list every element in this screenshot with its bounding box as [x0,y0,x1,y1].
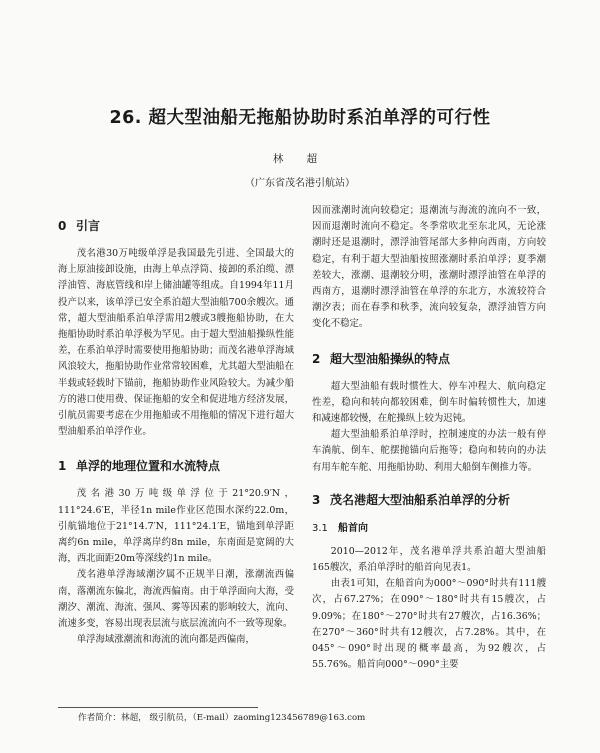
section-title: 引言 [76,219,101,233]
author-footnote: 作者简介：林超， 级引航员，（E-mail）zaoming123456789@163.com [78,713,366,723]
paper-title: 26. 超大型油船无拖船协助时系泊单浮的可行性 [109,108,491,128]
paragraph: 因而涨潮时流向较稳定；退潮流与海流的流向不一致，因而退潮时流向不稳定。冬季常吹北至东北风，无论涨潮时还是退潮时，漂浮油管尾部大多伸向西南，方向较稳定，有利于超大型油船按照涨潮时系泊单浮；夏季潮差较大，涨潮、退潮较分明，涨潮时漂浮油管在单浮的西南方，退潮时漂浮油管在单浮的东北方，水流较符合潮汐表；而在春季和秋季，流向较复杂，漂浮油管方向变化不稳定。 [312,205,546,330]
left-column [58,216,294,648]
section-number: 3 [312,492,321,507]
section-heading-intro [58,216,294,236]
paragraph: 茂名港30万吨级单浮位于21°20.9′N，111°24.6′E，半径1n mile作业区范围水深约22.0m，引航锚地位于21°14.7′N，111°24.1′E，锚地到单浮距离约6n mile，单浮离岸约8n mile，东南面是宽阔的大海，西北面距20m等深线约1n mile。 [58,488,294,565]
section-number: 0 [58,219,67,233]
subsection-title: 船首向 [338,522,368,534]
paragraph: 茂名港单浮海域潮汐属不正规半日潮，涨潮流西偏南，落潮流东偏北，海流西偏南。由于单浮面向大海，受潮汐、潮流、海流、强风、雾等因素的影响较大，流向、流速多变，容易出现表层流与底层流流向不一致等现象。 [58,569,294,630]
section-heading-2 [312,349,546,369]
section-title: 超大型油船操纵的特点 [330,351,451,366]
section-number: 1 [58,459,67,474]
footnote-divider [58,707,258,708]
paragraph: 单浮海域涨潮流和海流的流向都是西偏南， [76,634,255,646]
right-column [312,203,546,673]
paragraph: 超大型油船有载时惯性大、停车冲程大、航向稳定性差，稳向和转向都较困难，倒车时偏转惯性大，加速和减速都较慢，在舵操纵上较为迟钝。 [312,380,546,425]
subsection-number: 3.1 [312,522,328,534]
section-title: 单浮的地理位置和水流特点 [76,459,221,474]
section-heading-3 [312,490,546,510]
paragraph: 2010—2012年，茂名港单浮共系泊超大型油船165艘次，系泊单浮时的船首向见表1。 [312,545,546,574]
section-number: 2 [312,351,321,366]
paragraph: 由表1可知，在船首向为000°～090°时共有111艘次，占67.27%；在090°～180°时共有15艘次，占9.09%；在180°～270°时共有27艘次，占16.36%；在270°～360°时共有12艘次，占7.28%。其中，在045°～090°时出现的概率最高，为92艘次，占55.76%。船首向000°～090°主要 [312,578,546,671]
author-name: 林 超 [272,153,328,165]
author-affiliation: （广东省茂名港引航站） [245,178,355,189]
paragraph: 茂名港30万吨级单浮是我国最先引进、全国最大的海上原油接卸设施，由海上单点浮筒、接卸的系泊缆、漂浮油管、海底管线和岸上储油罐等组成。自1994年11月投产以来，该单浮已安全系泊超大型油船700余艘次。通常，超大型油船系泊单浮需用2艘或3艘拖船协助，在大拖船协助时系泊单浮极为罕见。由于超大型油船操纵性能差，在系泊单浮时需要使用拖船协助；而茂名港单浮海域风浪较大，拖船协助作业常常较困难，尤其超大型油船在半载或轻载时下锚前，拖船协助作业风险较大。为减少船方的港口使用费、保证拖船的安全和促进地方经济发展，引航员需要考虑在少用拖船或不用拖船的情况下进行超大型油船系泊单浮作业。 [58,248,294,438]
subsection-heading-3-1 [312,520,546,538]
section-heading-1 [58,456,294,476]
paragraph: 超大型油船系泊单浮时，控制速度的办法一般有停车淌航、倒车、舵摆抛锚向后拖等；稳向和转向的办法有用车舵车舵、用拖船协助、利用大船倒车侧推力等。 [312,429,546,473]
section-title: 茂名港超大型油船系泊单浮的分析 [330,492,511,507]
